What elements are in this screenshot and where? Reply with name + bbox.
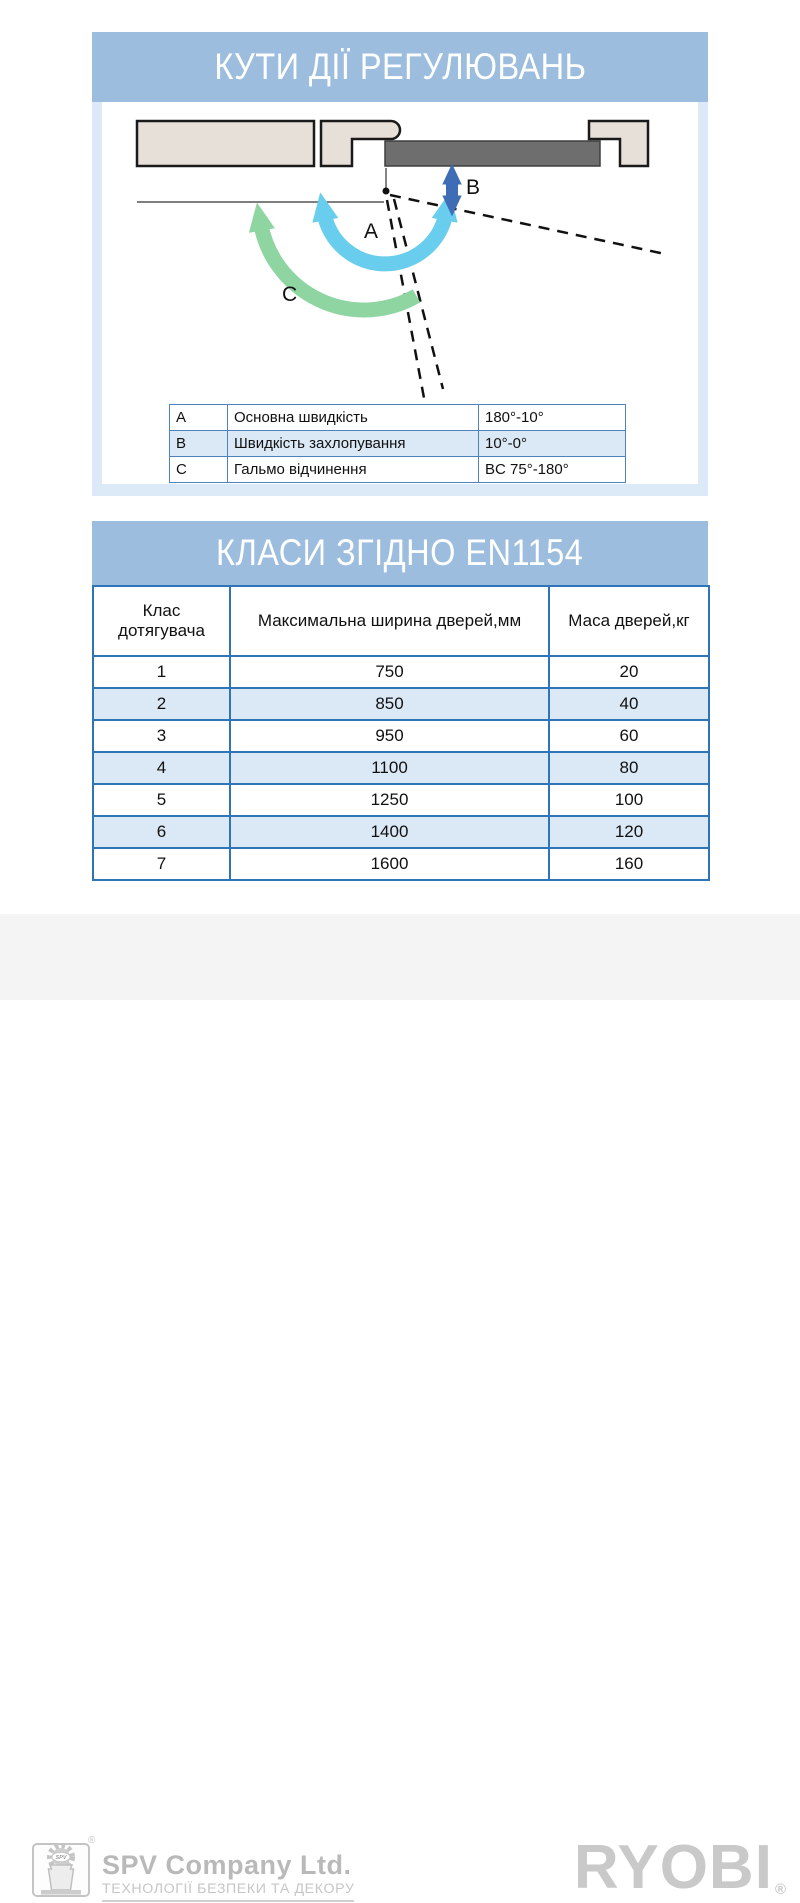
adjustment-label: Основна швидкість [228,405,479,431]
spv-tagline: ТЕХНОЛОГІЇ БЕЗПЕКИ ТА ДЕКОРУ [102,1881,354,1902]
spv-registered-mark: ® [88,1835,96,1846]
cell-width: 1600 [230,848,549,880]
table-row [170,457,626,483]
section2-header [92,521,708,585]
table-row [93,752,709,784]
en1154-classes-table [92,585,710,881]
cell-mass: 160 [549,848,709,880]
door-closer-angles-diagram [102,102,698,402]
cell-class: 5 [93,784,230,816]
ryobi-wordmark: RYOBI [573,1833,773,1902]
adjustment-value: 180°-10° [479,405,626,431]
cell-class: 4 [93,752,230,784]
adjustment-value: 10°-0° [479,431,626,457]
cell-mass: 120 [549,816,709,848]
ryobi-logo [574,1832,784,1903]
cell-mass: 40 [549,688,709,720]
table-row [93,784,709,816]
adjustment-label: Гальмо відчинення [228,457,479,483]
cell-class: 7 [93,848,230,880]
cell-width: 1100 [230,752,549,784]
cell-mass: 100 [549,784,709,816]
adjustment-value: BC 75°-180° [479,457,626,483]
table-row [93,720,709,752]
cell-width: 950 [230,720,549,752]
table-row [93,688,709,720]
table-row [170,405,626,431]
column-header-mass: Маса дверей,кг [549,586,709,656]
cell-class: 6 [93,816,230,848]
cell-class: 1 [93,656,230,688]
spv-company-name: SPV Company Ltd. [102,1850,352,1880]
adjustment-table [169,404,626,483]
diagram-label-b: B [466,176,481,199]
table-row [93,656,709,688]
cell-width: 850 [230,688,549,720]
spv-logo-icon [30,1838,94,1900]
footer [0,914,800,1902]
spv-emblem-text: SPV [55,1855,67,1862]
adjustment-key: C [170,457,228,483]
table-row [93,848,709,880]
ryobi-registered-mark: ® [774,1881,786,1898]
diagram-label-a: A [364,220,379,243]
column-header-class: Клас дотягувача [93,586,230,656]
diagram-label-c: C [282,283,298,306]
cell-mass: 20 [549,656,709,688]
column-header-width: Максимальна ширина дверей,мм [230,586,549,656]
cell-width: 1250 [230,784,549,816]
cell-class: 3 [93,720,230,752]
adjustment-label: Швидкість захлопування [228,431,479,457]
spv-text-block [102,1851,354,1902]
section2-title: КЛАСИ ЗГІДНО EN1154 [216,532,584,573]
section1-header [92,32,708,102]
table-row [93,816,709,848]
table-row [170,431,626,457]
cell-mass: 80 [549,752,709,784]
arc-a-arrow [324,213,446,264]
section1-title: КУТИ ДІЇ РЕГУЛЮВАНЬ [213,46,587,87]
door-leaf [385,141,600,166]
cell-class: 2 [93,688,230,720]
adjustment-key: A [170,405,228,431]
adjustment-key: B [170,431,228,457]
pivot-dot [383,188,390,195]
table-header-row [93,586,709,656]
cell-mass: 60 [549,720,709,752]
cell-width: 1400 [230,816,549,848]
wall-left-block [137,121,314,166]
cell-width: 750 [230,656,549,688]
